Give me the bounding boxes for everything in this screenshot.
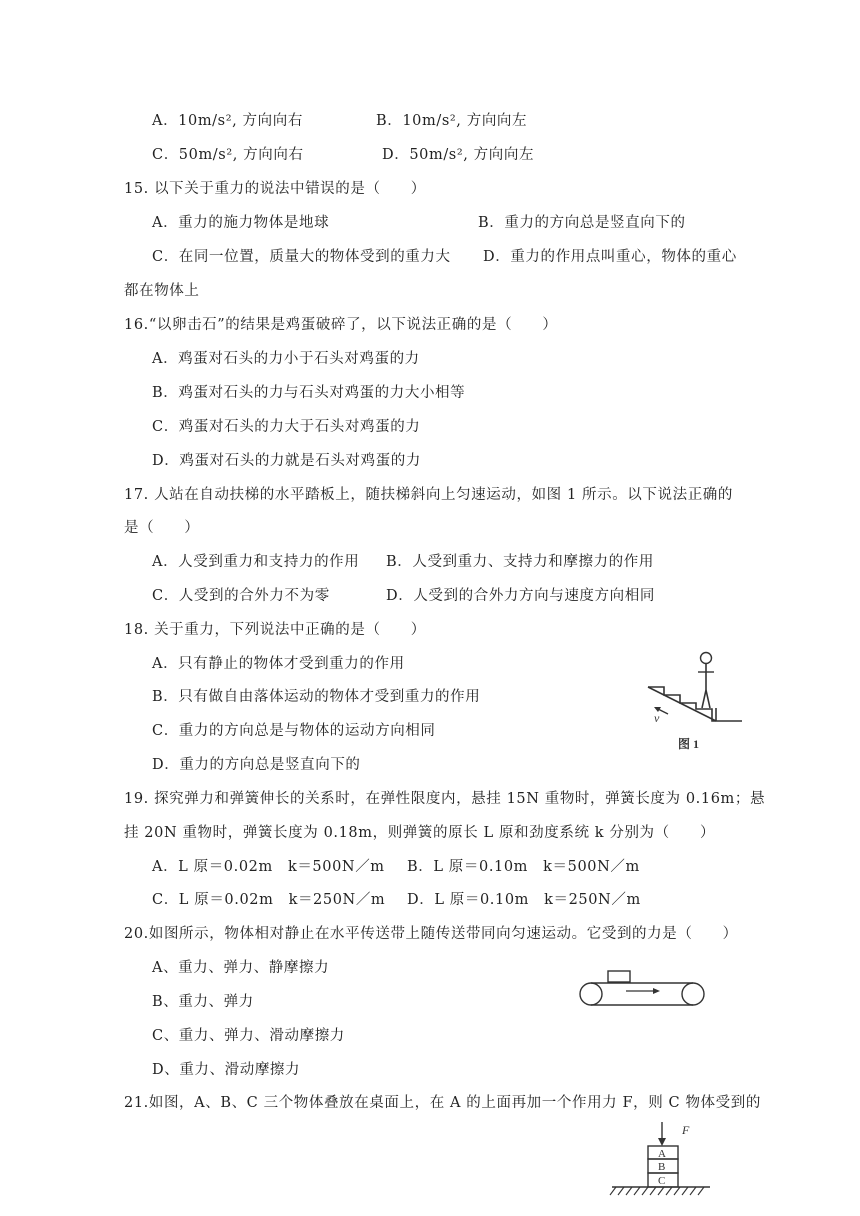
figure-caption: 图 1 (678, 737, 700, 751)
block-b-label: B (658, 1161, 666, 1173)
stacked-blocks-figure (608, 1120, 714, 1212)
q20-option-c: C、重力、弹力、滑动摩擦力 (152, 1028, 345, 1044)
q17-option-a: A．人受到重力和支持力的作用 (152, 554, 360, 570)
q21-stem: 21.如图，A、B、C 三个物体叠放在桌面上，在 A 的上面再加一个作用力 F，则 C 物体受到的 (124, 1095, 761, 1111)
escalator-steps (648, 687, 742, 721)
q17-option-c: C．人受到的合外力不为零 (152, 588, 330, 604)
block-a-label: A (658, 1148, 666, 1160)
q18-option-b: B．只有做自由落体运动的物体才受到重力的作用 (152, 689, 481, 705)
q16-option-a: A．鸡蛋对石头的力小于石头对鸡蛋的力 (152, 351, 420, 367)
q14-option-d: D．50m/s², 方向向左 (382, 147, 535, 163)
q19-option-c: C．L 原＝0.02m k＝250N／m (152, 892, 386, 908)
q14-option-c: C．50m/s², 方向向右 (152, 147, 304, 163)
q17-option-b: B．人受到重力、支持力和摩擦力的作用 (386, 554, 654, 570)
q19-option-b: B．L 原＝0.10m k＝500N／m (407, 859, 640, 875)
q19-option-d: D．L 原＝0.10m k＝250N／m (407, 892, 641, 908)
q16-option-b: B．鸡蛋对石头的力与石头对鸡蛋的力大小相等 (152, 385, 466, 401)
q15-option-a: A．重力的施力物体是地球 (152, 215, 330, 231)
conveyor-figure (574, 966, 710, 1010)
q16-stem: 16.“以卵击石”的结果是鸡蛋破碎了，以下说法正确的是（ ） (124, 317, 558, 333)
q14-option-a: A．10m/s², 方向向右 (152, 113, 303, 129)
conveyor-block (608, 971, 630, 982)
force-label: F (682, 1123, 690, 1137)
block-c-label: C (658, 1175, 666, 1187)
q14-option-b: B．10m/s², 方向向左 (376, 113, 528, 129)
right-roller (682, 983, 704, 1005)
q20-option-a: A、重力、弹力、静摩擦力 (152, 960, 330, 976)
q20-stem: 20.如图所示，物体相对静止在水平传送带上随传送带同向匀速运动。它受到的力是（ ） (124, 926, 738, 942)
escalator-figure (640, 646, 746, 754)
q19-stem-cont: 挂 20N 重物时，弹簧长度为 0.18m，则弹簧的原长 L 原和劲度系统 k 分别为（ ） (124, 825, 716, 841)
person-head (701, 653, 712, 664)
q15-option-c: C．在同一位置，质量大的物体受到的重力大 (152, 249, 451, 265)
table-hatching (610, 1187, 704, 1195)
q18-option-d: D．重力的方向总是竖直向下的 (152, 757, 361, 773)
q15-option-b: B．重力的方向总是竖直向下的 (478, 215, 686, 231)
q18-stem: 18. 关于重力，下列说法中正确的是（ ） (124, 622, 426, 638)
q19-option-a: A．L 原＝0.02m k＝500N／m (152, 859, 385, 875)
q16-option-d: D．鸡蛋对石头的力就是石头对鸡蛋的力 (152, 453, 421, 469)
q19-stem: 19. 探究弹力和弹簧伸长的关系时，在弹性限度内，悬挂 15N 重物时，弹簧长度为 0.16m；悬 (124, 791, 766, 807)
q20-option-b: B、重力、弹力 (152, 994, 254, 1010)
q16-option-c: C．鸡蛋对石头的力大于石头对鸡蛋的力 (152, 419, 421, 435)
q15-stem: 15. 以下关于重力的说法中错误的是（ ） (124, 181, 426, 197)
q18-option-a: A．只有静止的物体才受到重力的作用 (152, 656, 405, 672)
q18-option-c: C．重力的方向总是与物体的运动方向相同 (152, 723, 436, 739)
q15-option-d-cont: 都在物体上 (124, 283, 200, 299)
q15-option-d: D．重力的作用点叫重心，物体的重心 (483, 249, 737, 265)
q17-stem: 17. 人站在自动扶梯的水平踏板上，随扶梯斜向上匀速运动，如图 1 所示。以下说法正确的 (124, 487, 734, 503)
q17-option-d: D．人受到的合外力方向与速度方向相同 (386, 588, 655, 604)
q17-stem-cont: 是（ ） (124, 520, 200, 536)
velocity-label: v (654, 711, 660, 725)
q20-option-d: D、重力、滑动摩擦力 (152, 1062, 301, 1078)
left-roller (580, 983, 602, 1005)
